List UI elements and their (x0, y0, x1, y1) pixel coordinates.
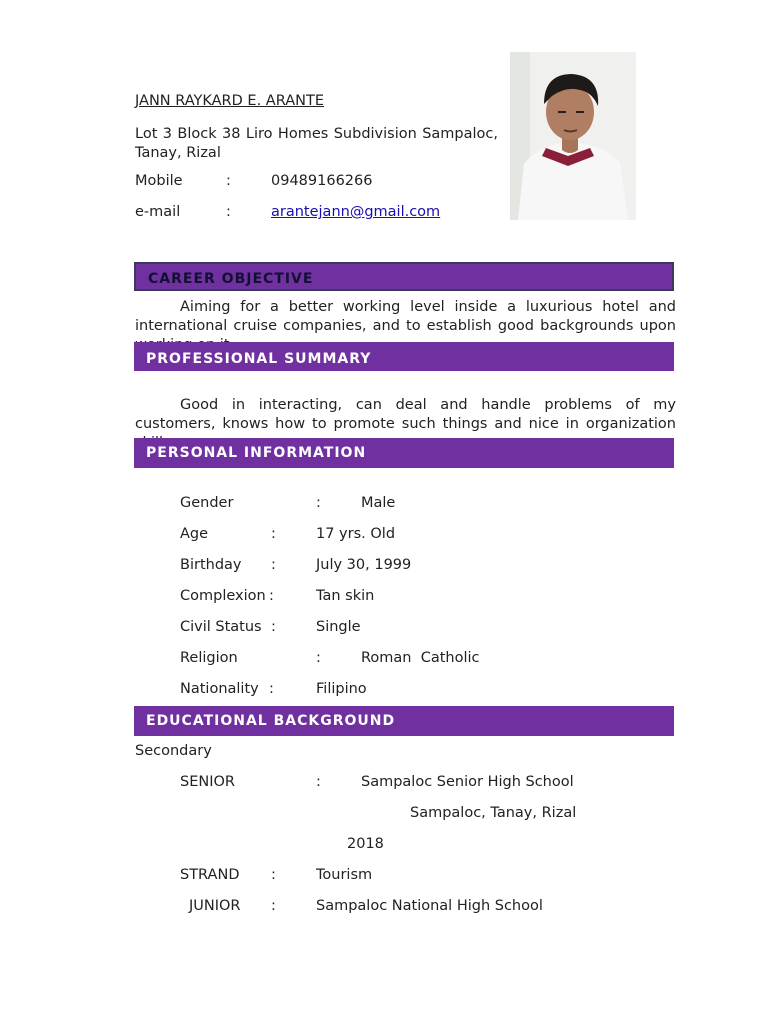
senior-school-address: Sampaloc, Tanay, Rizal (410, 805, 577, 821)
birthday-label: Birthday (180, 557, 242, 573)
section-header-educational-background: EDUCATIONAL BACKGROUND (134, 706, 674, 736)
complexion-label: Complexion (180, 588, 266, 604)
mobile-number: 09489166266 (271, 173, 373, 189)
strand-value: Tourism (316, 867, 373, 883)
gender-colon: : (316, 495, 321, 511)
birthday-colon: : (271, 557, 276, 573)
professional-summary-text: Good in interacting, can deal and handle problems of my customers, knows how to promote such things and nice in organization (135, 397, 676, 432)
section-header-professional-summary: PROFESSIONAL SUMMARY (134, 342, 674, 371)
age-label: Age (180, 526, 209, 542)
complexion-colon: : (269, 588, 274, 604)
nationality-colon: : (269, 681, 274, 697)
applicant-address: Lot 3 Block 38 Liro Homes Subdivision Sampaloc, Tanay, Rizal (135, 126, 498, 161)
senior-label: SENIOR (180, 774, 235, 790)
age-value: 17 yrs. Old (316, 526, 396, 542)
mobile-colon: : (226, 173, 231, 189)
religion-label: Religion (180, 650, 238, 666)
mobile-label: Mobile (135, 173, 183, 189)
profile-photo (510, 52, 636, 220)
senior-year: 2018 (347, 836, 384, 852)
age-colon: : (271, 526, 276, 542)
nationality-value: Filipino (316, 681, 367, 697)
senior-school: Sampaloc Senior High School (361, 774, 574, 790)
applicant-name: JANN RAYKARD E. ARANTE (135, 93, 324, 109)
civil-status-value: Single (316, 619, 361, 635)
religion-value: Roman Catholic (361, 650, 480, 666)
civil-status-label: Civil Status (180, 619, 262, 635)
section-header-career-objective: CAREER OBJECTIVE (134, 262, 674, 291)
email-label: e-mail (135, 204, 181, 220)
civil-status-colon: : (271, 619, 276, 635)
complexion-value: Tan skin (316, 588, 375, 604)
gender-value: Male (361, 495, 396, 511)
junior-label: JUNIOR (189, 898, 241, 914)
profile-photo-graphic (510, 52, 636, 220)
senior-colon: : (316, 774, 321, 790)
birthday-value: July 30, 1999 (316, 557, 412, 573)
career-objective-text: Aiming for a better working level inside a luxurious hotel and international cruise companies, and to establish good backgrounds upon (135, 299, 676, 334)
religion-colon: : (316, 650, 321, 666)
strand-colon: : (271, 867, 276, 883)
email-link[interactable]: arantejann@gmail.com (271, 204, 441, 220)
gender-label: Gender (180, 495, 234, 511)
junior-school: Sampaloc National High School (316, 898, 543, 914)
education-level: Secondary (135, 743, 212, 759)
email-colon: : (226, 204, 231, 220)
section-header-personal-information: PERSONAL INFORMATION (134, 438, 674, 468)
strand-label: STRAND (180, 867, 240, 883)
nationality-label: Nationality (180, 681, 259, 697)
junior-colon: : (271, 898, 276, 914)
